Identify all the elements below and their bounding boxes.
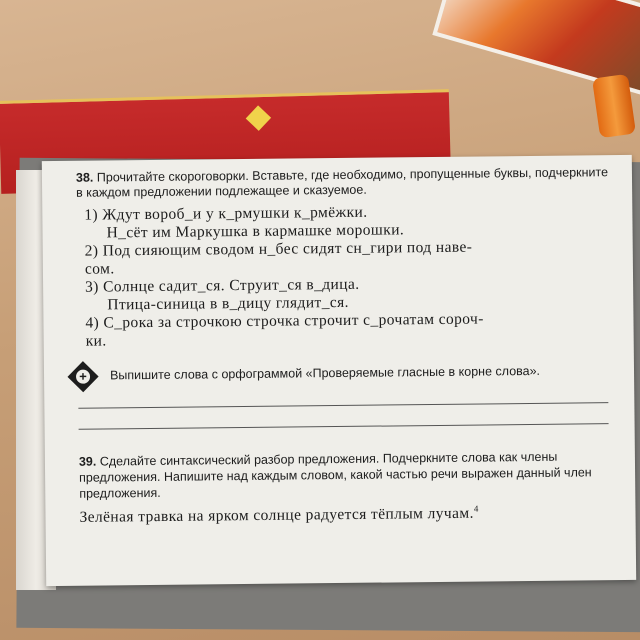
twister-line: ки. bbox=[85, 332, 107, 350]
task-text: Выпишите слова с орфограммой «Проверяемые гласные в корне слова». bbox=[109, 363, 541, 383]
twister-line: Птица-синица в в_дицу глядит_ся. bbox=[107, 293, 349, 314]
tongue-twisters bbox=[76, 201, 613, 351]
plus-diamond-icon: + bbox=[67, 361, 98, 392]
twister-line: Н_сёт им Маркушка в кармашке морошки. bbox=[106, 221, 405, 242]
exercise-text: Сделайте синтаксический разбор предложения. Подчеркните слова как члены предложения. Напишите над каждым словом, какой частью речи выражен данный член предложения. bbox=[79, 449, 592, 501]
exercise-39-instruction bbox=[79, 448, 615, 502]
exercise-text: Прочитайте скороговорки. Вставьте, где необходимо, пропущенные буквы, подчеркните в каждом предложении подлежащее и сказуемое. bbox=[76, 165, 609, 200]
twister-line: 1) Ждут вороб_и у к_рмушки к_рмёжки. bbox=[84, 203, 368, 224]
exercise-38-instruction bbox=[76, 165, 612, 201]
sentence-text: Зелёная травка на ярком солнце радуется тёплым лучам. bbox=[79, 504, 474, 526]
twister-line: 3) Солнце садит_ся. Струит_ся в_дица. bbox=[85, 275, 360, 296]
exercise-number: 39. bbox=[78, 454, 97, 469]
footnote-mark: 4 bbox=[473, 503, 479, 514]
twister-line: сом. bbox=[84, 260, 115, 278]
twister-line: 2) Под сияющим сводом н_бес сидят сн_гири под наве- bbox=[84, 238, 473, 260]
exercise-number: 38. bbox=[75, 170, 94, 185]
analysis-sentence bbox=[79, 502, 615, 527]
answer-line[interactable] bbox=[78, 403, 608, 430]
workbook-page bbox=[42, 155, 636, 586]
twister-line: 4) С_рока за строчкою строчка строчит с_рочатам сороч- bbox=[85, 310, 484, 332]
